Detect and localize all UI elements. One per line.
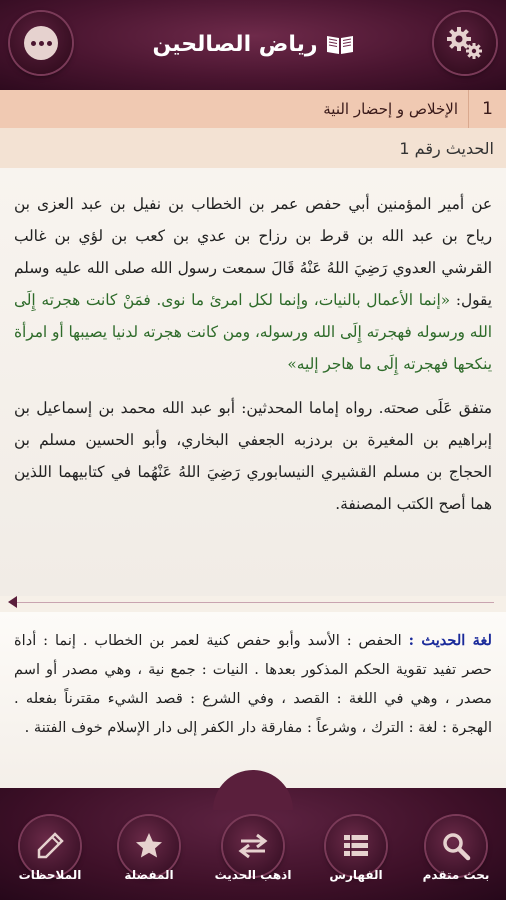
hadith-quote: «إنما الأعمال بالنيات، وإنما لكل امرئ ما نوى. فمَنْ كانت هجرته إِلَى الله ورسوله فهجرته إِلَى الله ورسوله، ومن كانت هجرته لدنيا يصيبها أو امرأة ينكحها فهجرته إِلَى ما هاجر إليه» [14,291,492,373]
star-icon [134,831,164,861]
hadith-source: متفق عَلَى صحته. رواه إماما المحدثين: أبو عبد الله محمد بن إسماعيل بن إبراهيم بن المغيرة بن بردزبه الجعفي البخاري، وأبو الحسين مسلم بن الحجاج بن مسلم القشيري النيسابوري رَضِيَ اللهُ عَنْهُما في كتابيهما اللذين هما أصح الكتب المصنفة. [14,399,492,513]
app-title-text: رياض الصالحين [152,31,318,57]
chapter-bar[interactable] [0,90,506,128]
chapter-title: الإخلاص و إحضار النية [323,100,458,118]
search-icon [441,831,471,861]
notes-label: الملاحظات [18,868,82,882]
notes-button[interactable] [14,816,86,900]
bottom-nav [0,788,506,900]
vocabulary-text: الحفص : الأسد وأبو حفص كنية لعمر بن الخطاب . إنما : أداة حصر تفيد تقوية الحكم المذكور بعدها . النيات : جمع نية ، وهي مصدر أو اسم مصدر ، وهي في اللغة : القصد ، وفي الشرع : قصد الشيء مقترناً بفعله . الهجرة : لغة : الترك ، وشرعاً : مفارقة دار الكفر إلى دار الإسلام خوف الفتنة . [14,632,492,736]
gear-icon [445,25,485,61]
index-circle [326,816,386,876]
chapter-number: 1 [468,90,506,128]
divider-marker [8,596,17,608]
index-button[interactable] [320,816,392,900]
settings-button[interactable] [434,12,496,74]
book-icon [326,33,354,55]
search-circle [426,816,486,876]
section-divider [0,596,506,610]
hadith-number-label: الحديث رقم 1 [0,128,506,168]
top-bar [0,0,506,90]
more-dots-icon [24,26,58,60]
notes-circle [20,816,80,876]
favorites-circle [119,816,179,876]
goto-label: اذهب الحديث [214,868,292,882]
goto-hadith-button[interactable] [214,816,292,900]
vocabulary-label: لغة الحديث : [408,632,492,649]
hadith-intro: عن أمير المؤمنين أبي حفص عمر بن الخطاب بن نفيل بن عبد العزى بن رياح بن عبد الله بن قرط بن رزاح بن عدي بن كعب بن لؤي بن غالب القرشي العدوي رَضِيَ اللهُ عَنْهُ قَالَ سمعت رسول الله صلى الله عليه وسلم يقول: [14,195,492,309]
vocabulary-section [0,612,506,788]
more-menu-button[interactable] [10,12,72,74]
favorites-button[interactable] [113,816,185,900]
hadith-paragraph [14,188,492,380]
search-label: بحث متقدم [422,868,490,882]
divider-line [12,602,494,603]
app-title [120,26,386,62]
hadith-text [0,168,506,596]
index-label: الفهارس [329,868,383,882]
swap-arrows-icon [237,833,269,859]
list-icon [341,832,371,860]
pencil-icon [35,831,65,861]
favorites-label: المفضلة [124,868,174,882]
advanced-search-button[interactable] [420,816,492,900]
goto-circle [223,816,283,876]
